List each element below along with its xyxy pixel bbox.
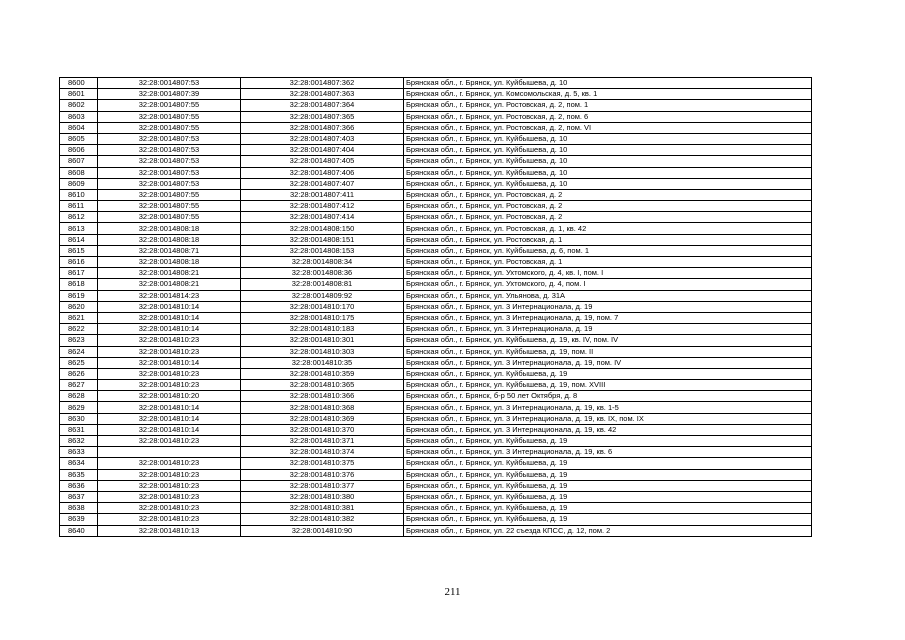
table-row bbox=[60, 312, 812, 323]
row-number-cell: 8637 bbox=[60, 491, 98, 502]
object-cadastral-number-cell: 32:28:0014807:414 bbox=[241, 212, 404, 223]
address-cell: Брянская обл., г. Брянск, ул. Комсомольская, д. 5, кв. 1 bbox=[404, 89, 812, 100]
table-row bbox=[60, 100, 812, 111]
row-number-cell: 8604 bbox=[60, 122, 98, 133]
block-cadastral-number-cell: 32:28:0014807:55 bbox=[98, 122, 241, 133]
address-cell: Брянская обл., г. Брянск, ул. Ухтомского, д. 4, кв. I, пом. I bbox=[404, 268, 812, 279]
object-cadastral-number-cell: 32:28:0014807:364 bbox=[241, 100, 404, 111]
block-cadastral-number-cell bbox=[98, 447, 241, 458]
address-cell: Брянская обл., г. Брянск, ул. Куйбышева, д. 19 bbox=[404, 503, 812, 514]
block-cadastral-number-cell: 32:28:0014810:23 bbox=[98, 335, 241, 346]
row-number-cell: 8600 bbox=[60, 78, 98, 89]
object-cadastral-number-cell: 32:28:0014810:183 bbox=[241, 324, 404, 335]
block-cadastral-number-cell: 32:28:0014810:23 bbox=[98, 458, 241, 469]
row-number-cell: 8612 bbox=[60, 212, 98, 223]
address-cell: Брянская обл., г. Брянск, ул. Куйбышева, д. 19, пом. II bbox=[404, 346, 812, 357]
object-cadastral-number-cell: 32:28:0014808:36 bbox=[241, 268, 404, 279]
object-cadastral-number-cell: 32:28:0014810:374 bbox=[241, 447, 404, 458]
table-row bbox=[60, 413, 812, 424]
address-cell: Брянская обл., г. Брянск, ул. 3 Интернационала, д. 19, кв. IX, пом. IX bbox=[404, 413, 812, 424]
row-number-cell: 8611 bbox=[60, 201, 98, 212]
row-number-cell: 8616 bbox=[60, 257, 98, 268]
row-number-cell: 8618 bbox=[60, 279, 98, 290]
table-row bbox=[60, 458, 812, 469]
object-cadastral-number-cell: 32:28:0014810:359 bbox=[241, 368, 404, 379]
object-cadastral-number-cell: 32:28:0014810:377 bbox=[241, 480, 404, 491]
block-cadastral-number-cell: 32:28:0014810:14 bbox=[98, 301, 241, 312]
address-cell: Брянская обл., г. Брянск, ул. Куйбышева, д. 10 bbox=[404, 78, 812, 89]
object-cadastral-number-cell: 32:28:0014810:371 bbox=[241, 436, 404, 447]
table-row bbox=[60, 234, 812, 245]
address-cell: Брянская обл., г. Брянск, ул. Куйбышева, д. 19 bbox=[404, 491, 812, 502]
table-row bbox=[60, 212, 812, 223]
address-cell: Брянская обл., г. Брянск, ул. Ростовская, д. 2 bbox=[404, 189, 812, 200]
row-number-cell: 8626 bbox=[60, 368, 98, 379]
address-cell: Брянская обл., г. Брянск, ул. Куйбышева, д. 19 bbox=[404, 458, 812, 469]
block-cadastral-number-cell: 32:28:0014810:23 bbox=[98, 436, 241, 447]
object-cadastral-number-cell: 32:28:0014809:92 bbox=[241, 290, 404, 301]
block-cadastral-number-cell: 32:28:0014807:53 bbox=[98, 133, 241, 144]
block-cadastral-number-cell: 32:28:0014810:23 bbox=[98, 514, 241, 525]
row-number-cell: 8640 bbox=[60, 525, 98, 536]
block-cadastral-number-cell: 32:28:0014808:18 bbox=[98, 223, 241, 234]
object-cadastral-number-cell: 32:28:0014810:370 bbox=[241, 424, 404, 435]
table-row bbox=[60, 514, 812, 525]
block-cadastral-number-cell: 32:28:0014810:14 bbox=[98, 312, 241, 323]
block-cadastral-number-cell: 32:28:0014807:55 bbox=[98, 189, 241, 200]
table-row bbox=[60, 436, 812, 447]
block-cadastral-number-cell: 32:28:0014810:23 bbox=[98, 503, 241, 514]
row-number-cell: 8617 bbox=[60, 268, 98, 279]
address-cell: Брянская обл., г. Брянск, ул. Куйбышева, д. 10 bbox=[404, 167, 812, 178]
row-number-cell: 8629 bbox=[60, 402, 98, 413]
object-cadastral-number-cell: 32:28:0014810:366 bbox=[241, 391, 404, 402]
object-cadastral-number-cell: 32:28:0014807:366 bbox=[241, 122, 404, 133]
table-row bbox=[60, 178, 812, 189]
table-row bbox=[60, 491, 812, 502]
address-cell: Брянская обл., г. Брянск, ул. Ростовская, д. 1 bbox=[404, 257, 812, 268]
row-number-cell: 8631 bbox=[60, 424, 98, 435]
block-cadastral-number-cell: 32:28:0014810:14 bbox=[98, 413, 241, 424]
object-cadastral-number-cell: 32:28:0014810:381 bbox=[241, 503, 404, 514]
object-cadastral-number-cell: 32:28:0014808:81 bbox=[241, 279, 404, 290]
address-cell: Брянская обл., г. Брянск, ул. Куйбышева, д. 19 bbox=[404, 514, 812, 525]
address-cell: Брянская обл., г. Брянск, ул. Ульянова, д. 31А bbox=[404, 290, 812, 301]
address-cell: Брянская обл., г. Брянск, ул. Ростовская, д. 1, кв. 42 bbox=[404, 223, 812, 234]
table-row bbox=[60, 447, 812, 458]
row-number-cell: 8601 bbox=[60, 89, 98, 100]
block-cadastral-number-cell: 32:28:0014810:14 bbox=[98, 324, 241, 335]
object-cadastral-number-cell: 32:28:0014810:175 bbox=[241, 312, 404, 323]
address-cell: Брянская обл., г. Брянск, ул. Куйбышева, д. 10 bbox=[404, 156, 812, 167]
object-cadastral-number-cell: 32:28:0014810:365 bbox=[241, 380, 404, 391]
table-row bbox=[60, 122, 812, 133]
object-cadastral-number-cell: 32:28:0014807:365 bbox=[241, 111, 404, 122]
table-row bbox=[60, 424, 812, 435]
block-cadastral-number-cell: 32:28:0014810:14 bbox=[98, 357, 241, 368]
table-row bbox=[60, 357, 812, 368]
row-number-cell: 8615 bbox=[60, 245, 98, 256]
row-number-cell: 8633 bbox=[60, 447, 98, 458]
block-cadastral-number-cell: 32:28:0014810:20 bbox=[98, 391, 241, 402]
block-cadastral-number-cell: 32:28:0014807:53 bbox=[98, 145, 241, 156]
row-number-cell: 8621 bbox=[60, 312, 98, 323]
address-cell: Брянская обл., г. Брянск, ул. Куйбышева, д. 19, пом. XVIII bbox=[404, 380, 812, 391]
object-cadastral-number-cell: 32:28:0014810:303 bbox=[241, 346, 404, 357]
address-cell: Брянская обл., г. Брянск, ул. Куйбышева, д. 19 bbox=[404, 436, 812, 447]
block-cadastral-number-cell: 32:28:0014807:55 bbox=[98, 201, 241, 212]
table-row bbox=[60, 268, 812, 279]
row-number-cell: 8639 bbox=[60, 514, 98, 525]
row-number-cell: 8624 bbox=[60, 346, 98, 357]
block-cadastral-number-cell: 32:28:0014807:53 bbox=[98, 78, 241, 89]
row-number-cell: 8614 bbox=[60, 234, 98, 245]
object-cadastral-number-cell: 32:28:0014808:151 bbox=[241, 234, 404, 245]
table-row bbox=[60, 133, 812, 144]
object-cadastral-number-cell: 32:28:0014810:380 bbox=[241, 491, 404, 502]
table-row bbox=[60, 368, 812, 379]
object-cadastral-number-cell: 32:28:0014810:90 bbox=[241, 525, 404, 536]
row-number-cell: 8620 bbox=[60, 301, 98, 312]
block-cadastral-number-cell: 32:28:0014808:18 bbox=[98, 234, 241, 245]
table-row bbox=[60, 78, 812, 89]
row-number-cell: 8636 bbox=[60, 480, 98, 491]
object-cadastral-number-cell: 32:28:0014810:382 bbox=[241, 514, 404, 525]
address-cell: Брянская обл., г. Брянск, ул. Ростовская, д. 2 bbox=[404, 201, 812, 212]
table-row bbox=[60, 290, 812, 301]
table-row bbox=[60, 480, 812, 491]
block-cadastral-number-cell: 32:28:0014807:39 bbox=[98, 89, 241, 100]
table-row bbox=[60, 469, 812, 480]
object-cadastral-number-cell: 32:28:0014808:153 bbox=[241, 245, 404, 256]
row-number-cell: 8610 bbox=[60, 189, 98, 200]
object-cadastral-number-cell: 32:28:0014807:363 bbox=[241, 89, 404, 100]
row-number-cell: 8638 bbox=[60, 503, 98, 514]
row-number-cell: 8632 bbox=[60, 436, 98, 447]
address-cell: Брянская обл., г. Брянск, ул. Куйбышева, д. 19, кв. IV, пом. IV bbox=[404, 335, 812, 346]
table-row bbox=[60, 156, 812, 167]
block-cadastral-number-cell: 32:28:0014807:53 bbox=[98, 178, 241, 189]
block-cadastral-number-cell: 32:28:0014807:55 bbox=[98, 111, 241, 122]
table-row bbox=[60, 89, 812, 100]
row-number-cell: 8608 bbox=[60, 167, 98, 178]
row-number-cell: 8603 bbox=[60, 111, 98, 122]
block-cadastral-number-cell: 32:28:0014808:21 bbox=[98, 268, 241, 279]
block-cadastral-number-cell: 32:28:0014810:13 bbox=[98, 525, 241, 536]
object-cadastral-number-cell: 32:28:0014807:362 bbox=[241, 78, 404, 89]
address-cell: Брянская обл., г. Брянск, ул. Ухтомского, д. 4, пом. I bbox=[404, 279, 812, 290]
address-cell: Брянская обл., г. Брянск, ул. 3 Интернационала, д. 19, кв. 6 bbox=[404, 447, 812, 458]
table-row bbox=[60, 223, 812, 234]
address-cell: Брянская обл., г. Брянск, ул. 3 Интернационала, д. 19, пом. IV bbox=[404, 357, 812, 368]
block-cadastral-number-cell: 32:28:0014808:18 bbox=[98, 257, 241, 268]
object-cadastral-number-cell: 32:28:0014807:406 bbox=[241, 167, 404, 178]
address-cell: Брянская обл., г. Брянск, ул. Ростовская, д. 2, пом. 1 bbox=[404, 100, 812, 111]
table-row bbox=[60, 346, 812, 357]
row-number-cell: 8607 bbox=[60, 156, 98, 167]
block-cadastral-number-cell: 32:28:0014810:23 bbox=[98, 368, 241, 379]
object-cadastral-number-cell: 32:28:0014810:35 bbox=[241, 357, 404, 368]
table-row bbox=[60, 391, 812, 402]
block-cadastral-number-cell: 32:28:0014810:14 bbox=[98, 424, 241, 435]
object-cadastral-number-cell: 32:28:0014810:369 bbox=[241, 413, 404, 424]
page-number: 211 bbox=[444, 586, 461, 598]
object-cadastral-number-cell: 32:28:0014807:404 bbox=[241, 145, 404, 156]
block-cadastral-number-cell: 32:28:0014810:23 bbox=[98, 346, 241, 357]
address-cell: Брянская обл., г. Брянск, ул. Куйбышева, д. 10 bbox=[404, 133, 812, 144]
row-number-cell: 8635 bbox=[60, 469, 98, 480]
block-cadastral-number-cell: 32:28:0014808:21 bbox=[98, 279, 241, 290]
row-number-cell: 8628 bbox=[60, 391, 98, 402]
object-cadastral-number-cell: 32:28:0014807:407 bbox=[241, 178, 404, 189]
table-row bbox=[60, 201, 812, 212]
address-cell: Брянская обл., г. Брянск, ул. 3 Интернационала, д. 19 bbox=[404, 324, 812, 335]
table-row bbox=[60, 189, 812, 200]
address-cell: Брянская обл., г. Брянск, ул. 3 Интернационала, д. 19, кв. 1-5 bbox=[404, 402, 812, 413]
address-cell: Брянская обл., г. Брянск, ул. Куйбышева, д. 6, пом. 1 bbox=[404, 245, 812, 256]
row-number-cell: 8634 bbox=[60, 458, 98, 469]
block-cadastral-number-cell: 32:28:0014810:23 bbox=[98, 491, 241, 502]
table-row bbox=[60, 111, 812, 122]
block-cadastral-number-cell: 32:28:0014807:55 bbox=[98, 100, 241, 111]
table-row bbox=[60, 257, 812, 268]
row-number-cell: 8613 bbox=[60, 223, 98, 234]
address-cell: Брянская обл., г. Брянск, ул. Куйбышева, д. 19 bbox=[404, 368, 812, 379]
object-cadastral-number-cell: 32:28:0014810:170 bbox=[241, 301, 404, 312]
object-cadastral-number-cell: 32:28:0014807:405 bbox=[241, 156, 404, 167]
object-cadastral-number-cell: 32:28:0014807:411 bbox=[241, 189, 404, 200]
table-row bbox=[60, 324, 812, 335]
object-cadastral-number-cell: 32:28:0014808:150 bbox=[241, 223, 404, 234]
object-cadastral-number-cell: 32:28:0014807:403 bbox=[241, 133, 404, 144]
block-cadastral-number-cell: 32:28:0014810:14 bbox=[98, 402, 241, 413]
row-number-cell: 8627 bbox=[60, 380, 98, 391]
row-number-cell: 8623 bbox=[60, 335, 98, 346]
row-number-cell: 8625 bbox=[60, 357, 98, 368]
block-cadastral-number-cell: 32:28:0014808:71 bbox=[98, 245, 241, 256]
cadastral-table-body bbox=[60, 78, 812, 537]
address-cell: Брянская обл., г. Брянск, ул. Куйбышева, д. 19 bbox=[404, 469, 812, 480]
cadastral-table bbox=[59, 77, 812, 537]
table-row bbox=[60, 525, 812, 536]
table-row bbox=[60, 245, 812, 256]
block-cadastral-number-cell: 32:28:0014810:23 bbox=[98, 380, 241, 391]
address-cell: Брянская обл., г. Брянск, ул. Куйбышева, д. 10 bbox=[404, 145, 812, 156]
block-cadastral-number-cell: 32:28:0014810:23 bbox=[98, 469, 241, 480]
row-number-cell: 8606 bbox=[60, 145, 98, 156]
block-cadastral-number-cell: 32:28:0014814:23 bbox=[98, 290, 241, 301]
table-row bbox=[60, 335, 812, 346]
object-cadastral-number-cell: 32:28:0014810:376 bbox=[241, 469, 404, 480]
object-cadastral-number-cell: 32:28:0014808:34 bbox=[241, 257, 404, 268]
table-row bbox=[60, 167, 812, 178]
row-number-cell: 8619 bbox=[60, 290, 98, 301]
address-cell: Брянская обл., г. Брянск, ул. Куйбышева, д. 19 bbox=[404, 480, 812, 491]
block-cadastral-number-cell: 32:28:0014807:53 bbox=[98, 167, 241, 178]
row-number-cell: 8605 bbox=[60, 133, 98, 144]
row-number-cell: 8602 bbox=[60, 100, 98, 111]
row-number-cell: 8622 bbox=[60, 324, 98, 335]
table-row bbox=[60, 503, 812, 514]
row-number-cell: 8609 bbox=[60, 178, 98, 189]
address-cell: Брянская обл., г. Брянск, ул. Ростовская, д. 2, пом. 6 bbox=[404, 111, 812, 122]
address-cell: Брянская обл., г. Брянск, ул. 3 Интернационала, д. 19, кв. 42 bbox=[404, 424, 812, 435]
table-row bbox=[60, 145, 812, 156]
block-cadastral-number-cell: 32:28:0014810:23 bbox=[98, 480, 241, 491]
address-cell: Брянская обл., г. Брянск, ул. 22 съезда КПСС, д. 12, пом. 2 bbox=[404, 525, 812, 536]
table-row bbox=[60, 402, 812, 413]
object-cadastral-number-cell: 32:28:0014810:375 bbox=[241, 458, 404, 469]
address-cell: Брянская обл., г. Брянск, ул. Ростовская, д. 2 bbox=[404, 212, 812, 223]
object-cadastral-number-cell: 32:28:0014807:412 bbox=[241, 201, 404, 212]
object-cadastral-number-cell: 32:28:0014810:301 bbox=[241, 335, 404, 346]
address-cell: Брянская обл., г. Брянск, ул. Ростовская, д. 1 bbox=[404, 234, 812, 245]
table-row bbox=[60, 380, 812, 391]
table-row bbox=[60, 301, 812, 312]
address-cell: Брянская обл., г. Брянск, ул. 3 Интернационала, д. 19 bbox=[404, 301, 812, 312]
block-cadastral-number-cell: 32:28:0014807:55 bbox=[98, 212, 241, 223]
address-cell: Брянская обл., г. Брянск, ул. Ростовская, д. 2, пом. VI bbox=[404, 122, 812, 133]
row-number-cell: 8630 bbox=[60, 413, 98, 424]
object-cadastral-number-cell: 32:28:0014810:368 bbox=[241, 402, 404, 413]
address-cell: Брянская обл., г. Брянск, ул. Куйбышева, д. 10 bbox=[404, 178, 812, 189]
block-cadastral-number-cell: 32:28:0014807:53 bbox=[98, 156, 241, 167]
address-cell: Брянская обл., г. Брянск, ул. 3 Интернационала, д. 19, пом. 7 bbox=[404, 312, 812, 323]
address-cell: Брянская обл., г. Брянск, б-р 50 лет Октября, д. 8 bbox=[404, 391, 812, 402]
table-row bbox=[60, 279, 812, 290]
